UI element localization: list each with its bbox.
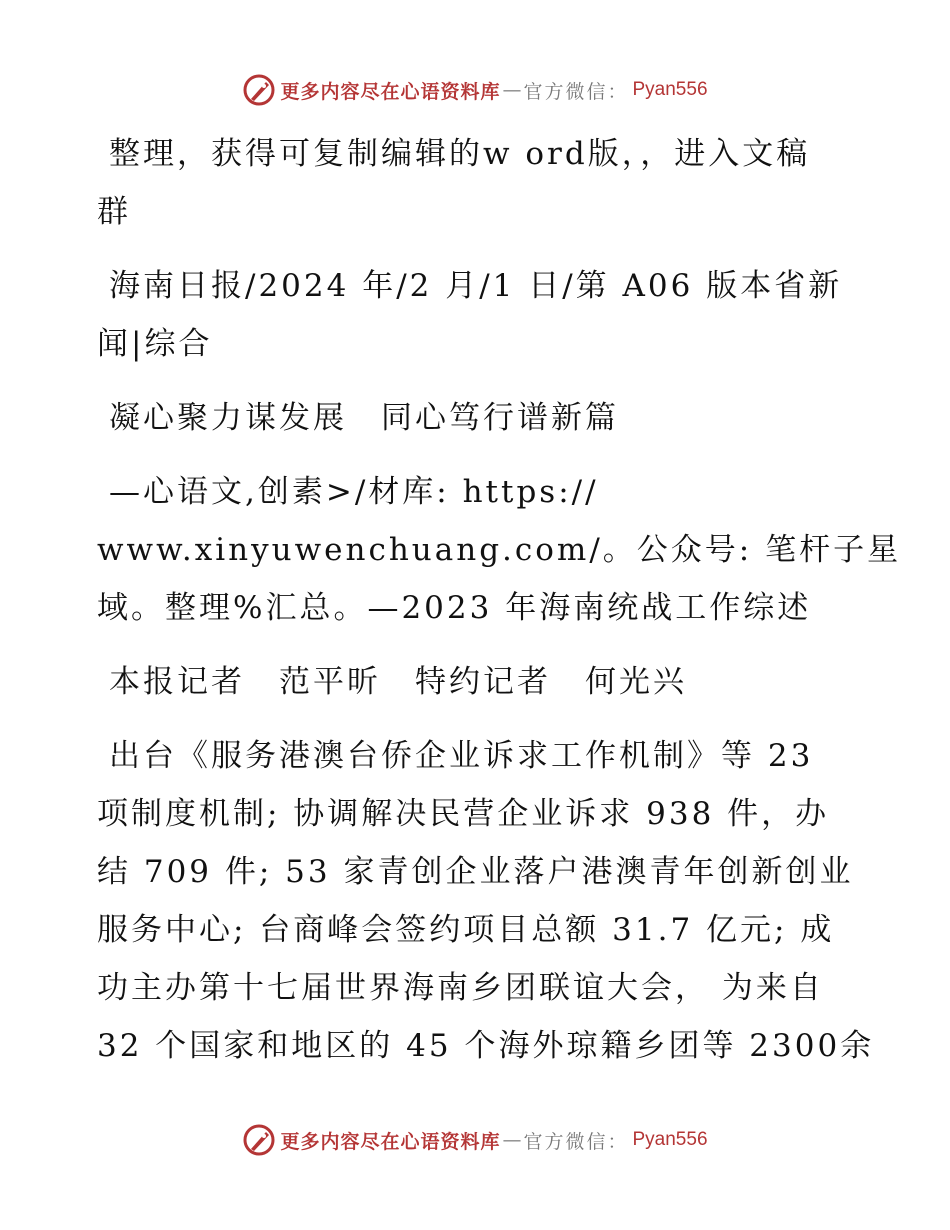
pen-nib-circle-icon [242,1123,276,1157]
paragraph [97,727,875,1075]
paragraph [97,125,862,241]
text-line: 群 [97,194,131,230]
banner-dash: — [502,1129,522,1151]
article-subtitle [97,463,902,637]
text-line: 本报记者 范平昕 特约记者 何光兴 [109,664,687,700]
text-line: 闻|综合 [97,326,213,362]
banner-dash: — [502,79,522,101]
text-line: www.xinyuwenchuang.com/。公众号: 笔杆子星 [97,532,902,568]
banner-official-label: 官方微信： [523,1130,629,1153]
banner-text: 更多内容尽在心语资料库 [280,80,501,103]
text-line: 凝心聚力谋发展 同心笃行谱新篇 [109,400,619,436]
text-line: 项制度机制; 协调解决民营企业诉求 938 件，办 [97,796,830,832]
article-title [97,389,862,447]
text-line: 域。整理%汇总。—2023 年海南统战工作综述 [97,590,812,626]
text-line: 出台《服务港澳台侨企业诉求工作机制》等 23 [109,738,814,774]
byline [97,653,862,711]
text-line: 功主办第十七届世界海南乡团联谊大会， 为来自 [97,970,824,1006]
text-line: 整理，获得可复制编辑的w ord版，，进入文稿 [109,136,811,172]
banner-wechat-id: Pyan556 [632,1129,708,1150]
text-line: —心语文,创素>/材库: https:// [109,474,599,510]
header-banner [0,70,950,110]
text-line: 海南日报/2024 年/2 月/1 日/第 A06 版本省新 [109,268,843,304]
footer-banner [0,1120,950,1160]
banner-official-label: 官方微信： [523,80,629,103]
text-line: 结 709 件; 53 家青创企业落户港澳青年创新创业 [97,854,854,890]
paragraph [97,257,862,373]
text-line: 服务中心; 台商峰会签约项目总额 31.7 亿元; 成 [97,912,835,948]
banner-text: 更多内容尽在心语资料库 [280,1130,501,1153]
banner-wechat-id: Pyan556 [632,79,708,100]
pen-nib-circle-icon [242,73,276,107]
document-body [97,125,902,1091]
text-line: 32 个国家和地区的 45 个海外琼籍乡团等 2300余 [97,1028,875,1064]
